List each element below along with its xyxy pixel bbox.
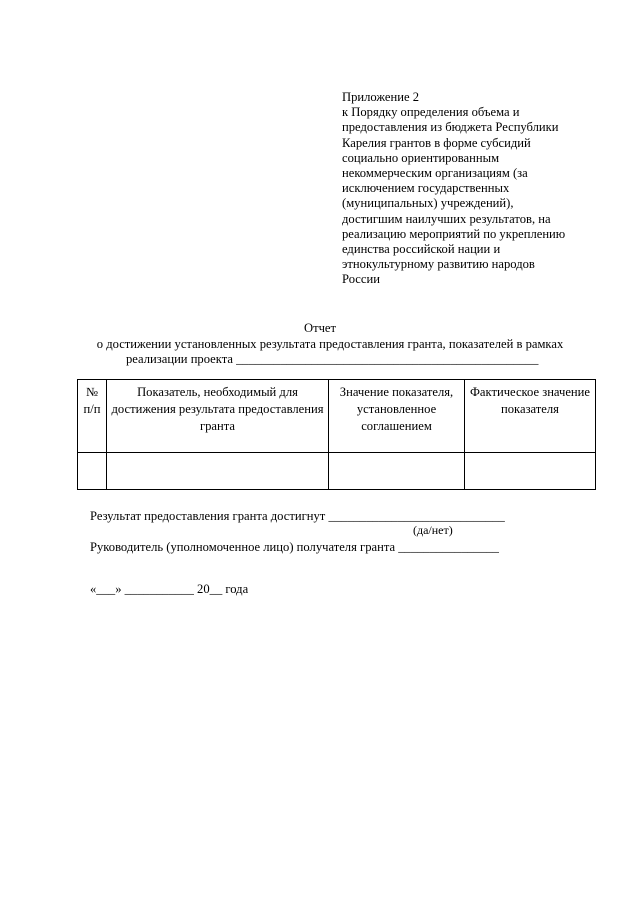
header-number: № п/п [78,380,107,453]
result-hint: (да/нет) [413,523,453,537]
cell-actual-value [465,453,596,490]
head-signature-line: Руководитель (уполномоченное лицо) получателя гранта ________________ [90,540,499,554]
date-line: «___» ___________ 20__ года [90,582,249,596]
appendix-header: Приложение 2 к Порядку определения объема и предоставления из бюджета Республики Карелия грантов в форме субсидий социально ориентированным некоммерческим организациям (за исключением государственных (муниципальных) учреждений), достигшим наилучших результатов, на реализацию мероприятий по укреплению единства российской нации и этнокультурному развитию народов России [342,90,566,287]
cell-indicator [107,453,329,490]
report-table [77,379,596,490]
project-line: реализации проекта ________________________________________________ [126,352,539,366]
report-subtitle: о достижении установленных результата предоставления гранта, показателей в рамках [96,337,564,351]
cell-number [78,453,107,490]
result-line: Результат предоставления гранта достигнут ____________________________ [90,509,505,523]
header-agreed-value: Значение показателя, установленное соглашением [329,380,465,453]
table-header-row [78,380,596,453]
header-actual-value: Фактическое значение показателя [465,380,596,453]
header-indicator: Показатель, необходимый для достижения результата предоставления гранта [107,380,329,453]
report-title: Отчет [303,321,337,335]
table-row [78,453,596,490]
cell-agreed-value [329,453,465,490]
